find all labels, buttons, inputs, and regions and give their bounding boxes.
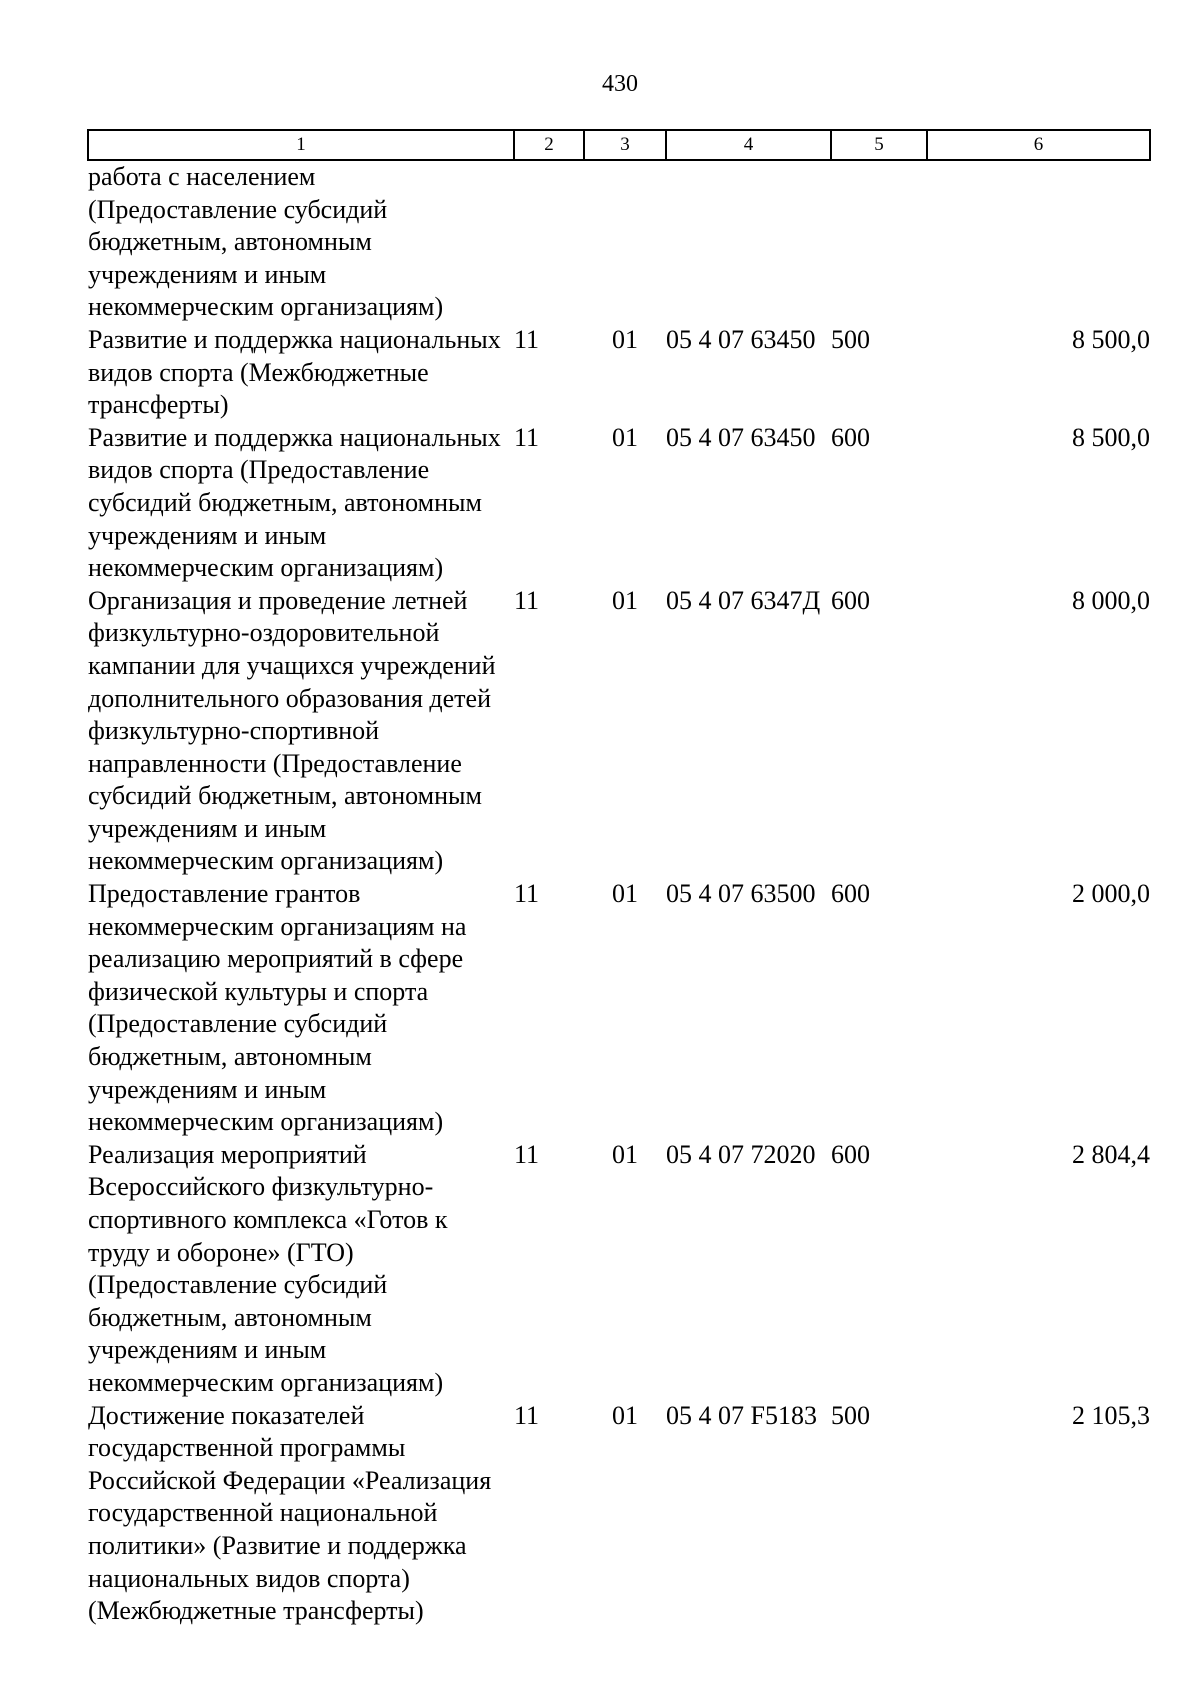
row-name-line: Достижение показателей [88, 1400, 365, 1430]
row-name-line: некоммерческим организациям) [88, 553, 444, 583]
row-name-line: (Предоставление субсидий [88, 194, 388, 224]
row-amount-cell: 8 000,0 [1072, 585, 1150, 615]
row-expense-type-cell: 500 [831, 1400, 870, 1430]
row-amount-cell: 8 500,0 [1072, 422, 1150, 452]
header-col-2: 2 [514, 130, 584, 160]
row-name-line: учреждениям и иным [88, 1335, 327, 1365]
header-col-6: 6 [927, 130, 1150, 160]
row-name-line: физкультурно-спортивной [88, 716, 380, 746]
header-col-1: 1 [88, 130, 514, 160]
row-section-cell: 11 [514, 1400, 540, 1430]
row-name-line: Предоставление грантов [88, 879, 361, 909]
row-name-line: физкультурно-оздоровительной [88, 618, 440, 648]
table-row [88, 585, 1150, 878]
row-expense-type-cell: 500 [831, 324, 870, 354]
row-name-line: учреждениям и иным [88, 813, 327, 843]
row-name-line: некоммерческим организациям на [88, 911, 467, 941]
row-section-cell: 11 [514, 1139, 540, 1169]
table-header [88, 130, 1150, 160]
row-name-line: учреждениям и иным [88, 520, 327, 550]
row-target-code-cell: 05 4 07 F5183 [666, 1400, 817, 1430]
row-name-line: некоммерческим организациям) [88, 1367, 444, 1397]
row-name-cell [88, 585, 514, 878]
row-subsection-cell: 01 [612, 324, 638, 354]
table-row [88, 160, 1150, 324]
row-name-line: Организация и проведение летней [88, 585, 468, 615]
row-expense-type-cell: 600 [831, 879, 870, 909]
row-name-line: реализацию мероприятий в сфере [88, 944, 464, 974]
row-target-code-cell: 05 4 07 72020 [666, 1139, 816, 1169]
table-row [88, 422, 1150, 585]
row-name-line: бюджетным, автономным [88, 227, 372, 257]
row-name-line: Реализация мероприятий [88, 1139, 367, 1169]
row-amount-cell: 2 105,3 [1072, 1400, 1150, 1430]
table-body [88, 160, 1150, 1628]
row-target-code-cell: 05 4 07 63500 [666, 879, 816, 909]
row-section-cell [514, 160, 584, 324]
row-name-cell [88, 160, 514, 324]
row-expense-type-cell: 600 [831, 1139, 870, 1169]
header-col-3: 3 [584, 130, 666, 160]
row-name-line: (Предоставление субсидий [88, 1009, 388, 1039]
row-name-line: политики» (Развитие и поддержка [88, 1530, 467, 1560]
row-name-line: Российской Федерации «Реализация [88, 1465, 492, 1495]
row-name-line: трансферты) [88, 390, 229, 420]
row-target-code-cell: 05 4 07 63450 [666, 324, 816, 354]
row-name-line: субсидий бюджетным, автономным [88, 487, 482, 517]
table-row [88, 324, 1150, 422]
row-subsection-cell: 01 [612, 1139, 638, 1169]
header-col-5: 5 [831, 130, 927, 160]
row-target-code-cell: 05 4 07 63450 [666, 422, 816, 452]
row-name-line: бюджетным, автономным [88, 1042, 372, 1072]
row-subsection-cell [584, 160, 666, 324]
row-target-code-cell [666, 160, 831, 324]
row-section-cell: 11 [514, 324, 540, 354]
row-name-line: видов спорта (Межбюджетные [88, 357, 429, 387]
row-name-line: Всероссийского физкультурно- [88, 1172, 434, 1202]
row-name-line: некоммерческим организациям) [88, 292, 444, 322]
row-name-line: национальных видов спорта) [88, 1563, 410, 1593]
table-row [88, 1139, 1150, 1400]
row-name-line: государственной программы [88, 1433, 406, 1463]
row-name-line: работа с населением [88, 162, 316, 191]
header-col-4: 4 [666, 130, 831, 160]
row-expense-type-cell: 600 [831, 585, 870, 615]
row-section-cell: 11 [514, 585, 540, 615]
row-name-line: направленности (Предоставление [88, 748, 462, 778]
row-name-line: субсидий бюджетным, автономным [88, 781, 482, 811]
row-subsection-cell: 01 [612, 422, 638, 452]
row-name-cell [88, 324, 514, 422]
row-subsection-cell: 01 [612, 879, 638, 909]
row-subsection-cell: 01 [612, 1400, 638, 1430]
row-name-line: дополнительного образования детей [88, 683, 491, 713]
row-name-line: некоммерческим организациям) [88, 846, 444, 876]
row-name-line: некоммерческим организациям) [88, 1107, 444, 1137]
row-expense-type-cell: 600 [831, 422, 870, 452]
row-name-line: физической культуры и спорта [88, 976, 429, 1006]
row-name-line: труду и обороне» (ГТО) [88, 1237, 354, 1267]
row-name-line: (Предоставление субсидий [88, 1270, 388, 1300]
row-name-line: спортивного комплекса «Готов к [88, 1205, 448, 1234]
row-subsection-cell: 01 [612, 585, 638, 615]
row-name-line: учреждениям и иным [88, 259, 327, 289]
row-name-line: (Межбюджетные трансферты) [88, 1596, 424, 1626]
row-amount-cell: 8 500,0 [1072, 324, 1150, 354]
budget-table [87, 129, 1151, 1628]
row-amount-cell [927, 160, 1150, 324]
page-number: 430 [602, 71, 638, 97]
row-target-code-cell: 05 4 07 6347Д [666, 585, 821, 615]
row-section-cell: 11 [514, 879, 540, 909]
row-name-line: кампании для учащихся учреждений [88, 650, 496, 680]
row-name-line: Развитие и поддержка национальных [88, 324, 501, 354]
row-name-line: бюджетным, автономным [88, 1302, 372, 1332]
table-row [88, 878, 1150, 1139]
row-section-cell: 11 [514, 422, 540, 452]
row-amount-cell: 2 804,4 [1072, 1139, 1150, 1169]
row-name-line: Развитие и поддержка национальных [88, 422, 501, 452]
row-name-cell [88, 878, 514, 1139]
row-name-cell [88, 1139, 514, 1400]
row-name-line: государственной национальной [88, 1498, 438, 1528]
row-name-cell [88, 1400, 514, 1628]
row-name-line: учреждениям и иным [88, 1074, 327, 1104]
row-name-cell [88, 422, 514, 585]
row-expense-type-cell [831, 160, 927, 324]
row-amount-cell: 2 000,0 [1072, 879, 1150, 909]
row-name-line: видов спорта (Предоставление [88, 455, 430, 485]
table-row [88, 1400, 1150, 1628]
